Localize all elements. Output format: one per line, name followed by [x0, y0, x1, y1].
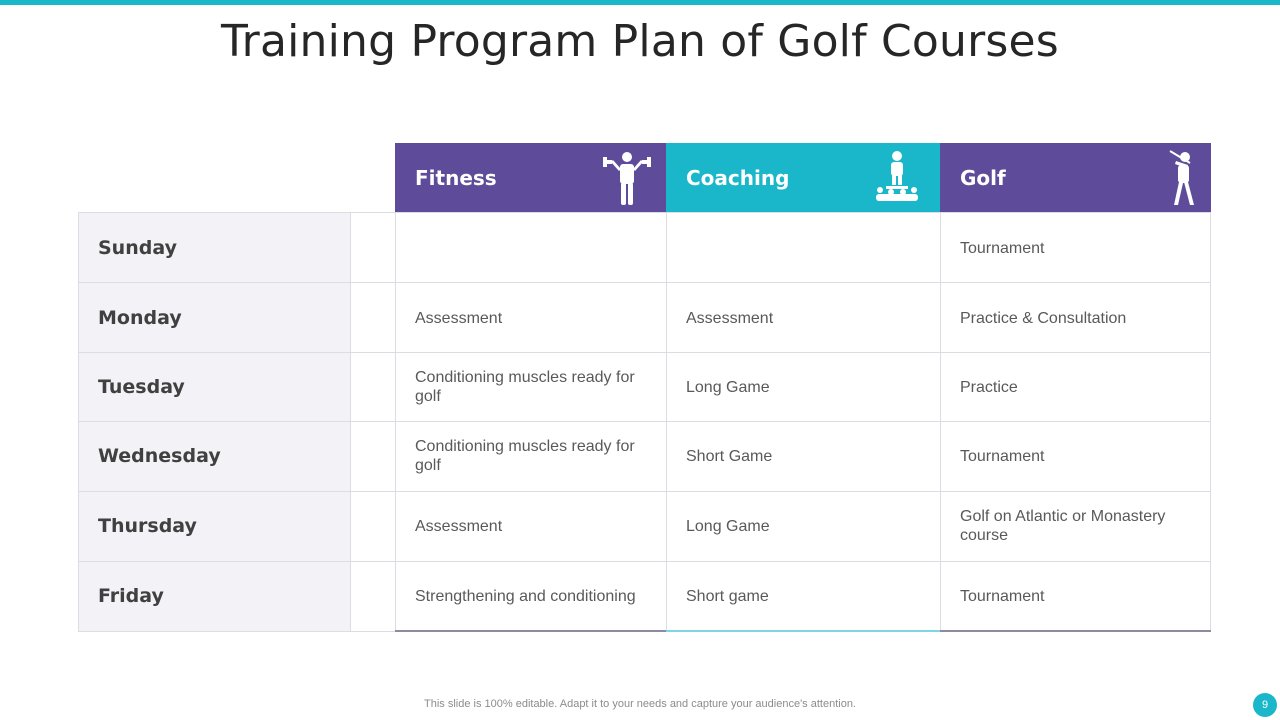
- fitness-cell: Conditioning muscles ready for golf: [415, 438, 635, 474]
- golf-cell: Tournament: [960, 587, 1045, 605]
- page-number-badge: 9: [1253, 693, 1277, 717]
- table-row: [78, 421, 1211, 491]
- table-row: [78, 283, 1211, 353]
- golf-bottom-border: [940, 630, 1211, 632]
- column-header-label: Coaching: [686, 166, 790, 190]
- top-accent-bar: [0, 0, 1280, 5]
- golf-cell: Tournament: [960, 239, 1045, 257]
- day-label: Friday: [98, 585, 164, 607]
- golfer-swing-icon: [1164, 149, 1204, 209]
- coaching-cell: Short game: [686, 587, 769, 605]
- coach-audience-icon: [874, 149, 920, 203]
- fitness-cell: Assessment: [415, 309, 503, 327]
- column-header-golf: [940, 143, 1211, 212]
- column-header-coaching: [666, 143, 940, 212]
- fitness-cell: [395, 213, 666, 283]
- day-label: Wednesday: [98, 445, 221, 467]
- coaching-cell: [666, 213, 940, 283]
- golf-cell: Tournament: [960, 447, 1045, 465]
- fitness-cell: Conditioning muscles ready for golf: [415, 369, 635, 405]
- slide-title: Training Program Plan of Golf Courses: [221, 16, 1059, 67]
- fitness-bottom-border: [395, 630, 666, 632]
- column-header-fitness: [395, 143, 666, 212]
- table-row: [78, 352, 1211, 422]
- day-label: Thursday: [98, 515, 197, 537]
- day-label: Sunday: [98, 237, 177, 259]
- column-header-label: Fitness: [415, 166, 497, 190]
- table-row: [78, 491, 1211, 561]
- golf-cell: Golf on Atlantic or Monastery course: [960, 508, 1166, 544]
- day-label: Monday: [98, 307, 182, 329]
- fitness-cell: Assessment: [415, 517, 503, 535]
- coaching-cell: Assessment: [686, 309, 774, 327]
- coaching-cell: Short Game: [686, 447, 773, 465]
- footer-note: This slide is 100% editable. Adapt it to your needs and capture your audience's attention.: [424, 698, 856, 710]
- table-row: [78, 561, 1211, 631]
- column-header-label: Golf: [960, 166, 1006, 190]
- fitness-cell: Strengthening and conditioning: [415, 587, 636, 605]
- golf-cell: Practice: [960, 378, 1018, 396]
- golf-cell: Practice & Consultation: [960, 309, 1127, 327]
- coaching-bottom-border: [666, 630, 940, 632]
- table-row: [78, 213, 1211, 283]
- day-label: Tuesday: [98, 376, 185, 398]
- coaching-cell: Long Game: [686, 378, 770, 396]
- coaching-cell: Long Game: [686, 517, 770, 535]
- weightlifter-icon: [601, 149, 653, 207]
